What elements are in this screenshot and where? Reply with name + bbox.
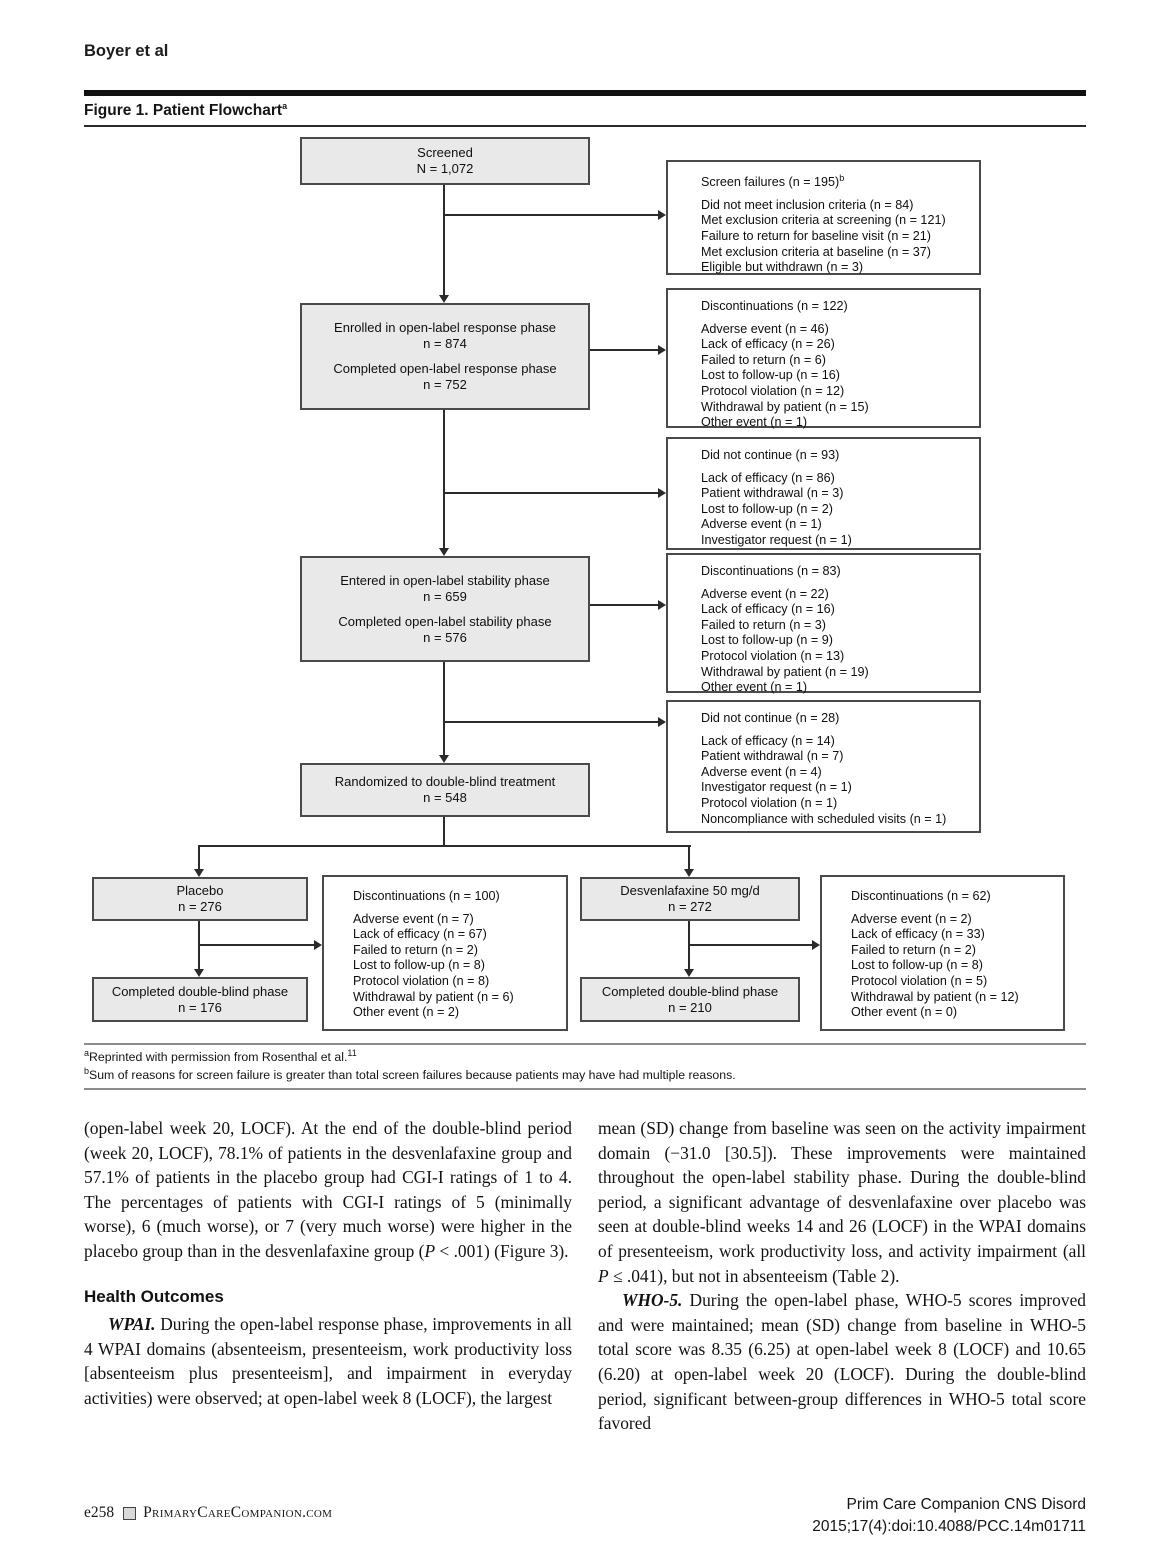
reason-box-title: Did not continue (n = 93) [701, 448, 840, 462]
flow-box-enrolled-response [300, 303, 590, 410]
reason-box-title: Did not continue (n = 28) [701, 711, 840, 725]
reason-item: Protocol violation (n = 1) [701, 795, 838, 810]
reason-item: Failed to return (n = 6) [701, 352, 826, 367]
figure-title-rule [84, 125, 1086, 127]
reason-item: Protocol violation (n = 5) [851, 973, 988, 988]
reason-item: Lost to follow-up (n = 8) [851, 958, 983, 973]
reason-box-discontinuations-stability [666, 553, 981, 693]
flow-box-line: Completed double-blind phase [601, 983, 779, 999]
arrow-down-icon [194, 869, 204, 877]
reason-item: Adverse event (n = 7) [353, 911, 474, 926]
flow-box-entered-stability [300, 556, 590, 662]
journal-logo-icon [123, 1507, 136, 1520]
reason-item: Adverse event (n = 22) [701, 586, 829, 601]
site-name: PrimaryCareCompanion.com [143, 1504, 333, 1521]
reason-item: Investigator request (n = 1) [701, 532, 852, 547]
paragraph-text: During the open-label phase, WHO-5 scores improved and were maintained; mean (SD) change from baseline in WHO-5 total score was 8.35 (6.25) at open-label week 8 (LOCF) and 10.65 (6.20) at open-label week 20 (LOCF). During the double-blind period, significant between-group differences in WHO-5 total score favored [598, 1290, 1086, 1434]
flow-box-line: Screened [417, 145, 473, 160]
reason-item: Failed to return (n = 2) [353, 942, 478, 957]
body-paragraph [598, 1116, 1086, 1288]
reason-box-discontinuations-placebo [322, 875, 568, 1031]
doi-line: 2015;17(4):doi:10.4088/PCC.14m01711 [812, 1517, 1086, 1535]
reason-item: Lack of efficacy (n = 67) [353, 927, 487, 942]
arrow-down-icon [439, 755, 449, 763]
arrow-down-icon [684, 869, 694, 877]
reason-list [701, 198, 973, 276]
reason-item: Lack of efficacy (n = 86) [701, 470, 835, 485]
paragraph-lead-in: WPAI. [108, 1314, 156, 1335]
footnote-text: Sum of reasons for screen failure is greater than total screen failures because patients may have had multiple reasons. [89, 1068, 736, 1083]
figure-title [84, 101, 287, 120]
reason-item: Withdrawal by patient (n = 6) [353, 989, 514, 1004]
flow-box-line: Desvenlafaxine 50 mg/d [620, 883, 760, 898]
flow-box-line: n = 752 [423, 377, 467, 392]
flowchart-canvas [0, 130, 1170, 1042]
flow-box-randomized [300, 763, 590, 817]
flow-box-desvenlafaxine [580, 877, 800, 921]
connector-line [199, 845, 691, 847]
reason-item: Other event (n = 1) [701, 415, 808, 430]
reason-item: Lost to follow-up (n = 2) [701, 501, 833, 516]
figure-top-bar [84, 90, 1086, 96]
connector-line [689, 944, 812, 946]
body-column-left [84, 1116, 572, 1436]
journal-name: Prim Care Companion CNS Disord [846, 1496, 1086, 1513]
reason-box-title: Discontinuations (n = 122) [701, 299, 848, 313]
figure-title-text: Figure 1. Patient Flowchart [84, 102, 283, 120]
reason-item: Lack of efficacy (n = 14) [701, 733, 835, 748]
running-head: Boyer et al [84, 42, 169, 60]
paragraph-text: During the open-label response phase, improvements in all 4 WPAI domains (absenteeism, presenteeism, work productivity loss [absenteeism plus presenteeism], and impairment in everyday activities) were observed; at open-label week 8 (LOCF), the largest [84, 1314, 572, 1408]
reason-item: Adverse event (n = 1) [701, 517, 822, 532]
reason-item: Patient withdrawal (n = 7) [701, 749, 844, 764]
paragraph-text: < .001) (Figure 3). [435, 1240, 569, 1261]
flow-box-placebo [92, 877, 308, 921]
reason-item: Other event (n = 1) [701, 680, 808, 695]
flow-box-line: Completed double-blind phase [111, 983, 289, 999]
arrow-right-icon [658, 345, 666, 355]
reason-item: Protocol violation (n = 8) [353, 973, 490, 988]
connector-line [199, 944, 314, 946]
page-number: e258 [84, 1504, 115, 1521]
reason-item: Investigator request (n = 1) [701, 780, 852, 795]
reason-item: Other event (n = 0) [851, 1005, 958, 1020]
flow-box-line: Completed open-label response phase [333, 361, 557, 376]
reason-item: Protocol violation (n = 12) [701, 383, 845, 398]
reason-box-screen-failures [666, 160, 981, 275]
arrow-right-icon [314, 940, 322, 950]
reason-list [851, 912, 1057, 1021]
flow-box-completed-placebo [92, 977, 308, 1022]
flow-box-line [443, 352, 447, 361]
reason-item: Lack of efficacy (n = 26) [701, 337, 835, 352]
reason-box-title: Discontinuations (n = 83) [701, 564, 841, 578]
flow-box-line: n = 659 [423, 588, 467, 604]
footnote-marker: a [84, 1048, 90, 1058]
body-paragraph [598, 1288, 1086, 1436]
reason-item: Withdrawal by patient (n = 15) [701, 399, 869, 414]
reason-item: Met exclusion criteria at baseline (n = 37) [701, 244, 931, 259]
flow-box-line: n = 176 [178, 999, 222, 1015]
connector-line [443, 410, 445, 548]
reason-list [701, 587, 973, 696]
reason-item: Eligible but withdrawn (n = 3) [701, 260, 864, 275]
reason-list [353, 912, 560, 1021]
reason-item: Adverse event (n = 2) [851, 911, 972, 926]
reason-item: Other event (n = 2) [353, 1005, 460, 1020]
arrow-down-icon [439, 548, 449, 556]
footnote-a [84, 1048, 357, 1064]
reason-item: Lost to follow-up (n = 9) [701, 633, 833, 648]
flow-box-line: n = 272 [668, 899, 712, 914]
paragraph-text: ≤ .041), but not in absenteeism (Table 2). [608, 1265, 900, 1286]
paragraph-text: (open-label week 20, LOCF). At the end of the double-blind period (week 20, LOCF), 78.1% of patients in the desvenlafaxine group and 57.1% of patients in the placebo group had CGI-I ratings of 1 to 4. The percentages of patients with CGI-I ratings of 5 (minimally worse), 6 (much worse), or 7 (very much worse) were higher in the placebo group than in the desvenlafaxine group ( [84, 1118, 572, 1261]
reason-item: Met exclusion criteria at screening (n = 121) [701, 213, 946, 228]
reason-box-title: Discontinuations (n = 62) [851, 889, 991, 903]
paragraph-lead-in: WHO-5. [622, 1290, 683, 1311]
connector-line [443, 492, 658, 494]
figure-title-superscript: a [282, 101, 288, 111]
footnote-text: Reprinted with permission from Rosenthal et al. [89, 1050, 348, 1065]
section-heading: Health Outcomes [84, 1286, 224, 1306]
flow-box-line: n = 210 [668, 999, 712, 1015]
reason-box-title-text: Screen failures (n = 195) [701, 175, 840, 190]
footer-left [84, 1504, 332, 1522]
reason-item: Failure to return for baseline visit (n = 21) [701, 228, 931, 243]
body-paragraph [84, 1312, 572, 1410]
connector-line [590, 604, 658, 606]
reason-box-title-superscript: b [839, 173, 845, 183]
connector-line [590, 349, 658, 351]
reason-item: Patient withdrawal (n = 3) [701, 486, 844, 501]
reason-item: Adverse event (n = 46) [701, 321, 829, 336]
arrow-down-icon [684, 969, 694, 977]
connector-line [198, 845, 200, 869]
reason-item: Withdrawal by patient (n = 12) [851, 989, 1019, 1004]
reason-box-did-not-continue-response [666, 437, 981, 550]
body-paragraph [84, 1116, 572, 1264]
reason-item: Failed to return (n = 3) [701, 617, 826, 632]
flow-box-line: Entered in open-label stability phase [340, 572, 550, 588]
arrow-down-icon [194, 969, 204, 977]
flow-box-line: n = 276 [178, 899, 222, 914]
arrow-right-icon [658, 600, 666, 610]
flow-box-line: Completed open-label stability phase [338, 613, 552, 629]
footnote-rule-bottom [84, 1088, 1086, 1090]
reason-list [701, 322, 973, 431]
reason-list [701, 734, 973, 828]
flow-box-line: n = 874 [423, 336, 467, 351]
flow-box-line: Placebo [176, 883, 224, 898]
footnote-marker: b [84, 1066, 90, 1076]
flow-box-completed-desvenlafaxine [580, 977, 800, 1022]
connector-line [688, 845, 690, 869]
connector-line [443, 185, 445, 295]
reason-item: Protocol violation (n = 13) [701, 648, 845, 663]
italic-p: P [424, 1240, 436, 1261]
reason-item: Lack of efficacy (n = 16) [701, 602, 835, 617]
connector-line [443, 214, 658, 216]
reason-box-discontinuations-response [666, 288, 981, 428]
arrow-right-icon [812, 940, 820, 950]
connector-line [443, 817, 445, 847]
arrow-right-icon [658, 210, 666, 220]
flow-box-screened [300, 137, 590, 185]
connector-line [443, 721, 658, 723]
reason-list [701, 471, 973, 549]
body-text [84, 1116, 1086, 1436]
reason-item: Lost to follow-up (n = 16) [701, 368, 840, 383]
reason-box-title: Discontinuations (n = 100) [353, 889, 500, 903]
footer-right [812, 1494, 1086, 1537]
reason-item: Lost to follow-up (n = 8) [353, 958, 485, 973]
reason-box-did-not-continue-stability [666, 700, 981, 833]
flow-box-line [443, 605, 447, 614]
arrow-right-icon [658, 717, 666, 727]
footnote-rule-top [84, 1043, 1086, 1045]
reason-box-discontinuations-desvenlafaxine [820, 875, 1065, 1031]
connector-line [443, 662, 445, 755]
flow-box-line: Enrolled in open-label response phase [334, 320, 556, 335]
footnote-b [84, 1066, 736, 1082]
italic-p: P [598, 1265, 609, 1286]
flow-box-line: n = 576 [423, 629, 467, 645]
flow-box-line: N = 1,072 [416, 161, 474, 176]
body-column-right [598, 1116, 1086, 1436]
flow-box-line: Randomized to double-blind treatment [334, 774, 556, 789]
reason-item: Noncompliance with scheduled visits (n = 1) [701, 811, 947, 826]
arrow-down-icon [439, 295, 449, 303]
reason-item: Did not meet inclusion criteria (n = 84) [701, 197, 914, 212]
reason-item: Adverse event (n = 4) [701, 764, 822, 779]
footnote-citation-superscript: 11 [347, 1048, 357, 1058]
reason-box-title [701, 171, 973, 191]
reason-item: Failed to return (n = 2) [851, 942, 976, 957]
paragraph-text: mean (SD) change from baseline was seen on the activity impairment domain (−31.0 [30.5]). These improvements were maintained throughout the open-label stability phase. During the double-blind period, a significant advantage of desvenlafaxine over placebo was seen at double-blind weeks 14 and 26 (LOCF) in the WPAI domains of presenteeism, work productivity loss, and activity impairment (all [598, 1118, 1086, 1261]
reason-item: Withdrawal by patient (n = 19) [701, 664, 869, 679]
flow-box-line: n = 548 [423, 790, 467, 805]
reason-item: Lack of efficacy (n = 33) [851, 927, 985, 942]
arrow-right-icon [658, 488, 666, 498]
